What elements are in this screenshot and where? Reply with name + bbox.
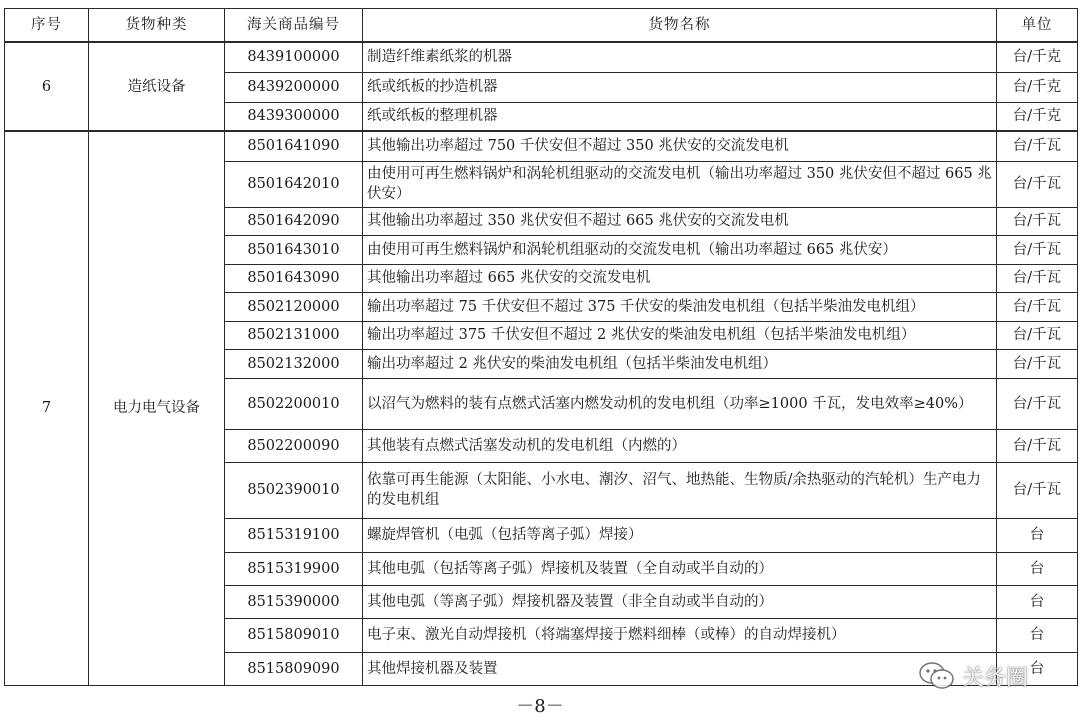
row-name: 电子束、激光自动焊接机（将端塞焊接于燃料细棒（或棒）的自动焊接机） [363, 618, 997, 652]
group-seq: 7 [5, 131, 89, 685]
row-unit: 台/千瓦 [997, 321, 1078, 349]
row-unit: 台/千瓦 [997, 207, 1078, 235]
row-code: 8502390010 [225, 462, 363, 518]
table-row [5, 42, 1078, 72]
row-unit: 台/千瓦 [997, 131, 1078, 161]
row-unit: 台 [997, 585, 1078, 618]
header-code: 海关商品编号 [225, 9, 363, 43]
row-code: 8502200090 [225, 429, 363, 462]
row-name: 纸或纸板的抄造机器 [363, 72, 997, 102]
row-code: 8501642090 [225, 207, 363, 235]
row-name: 制造纤维素纸浆的机器 [363, 42, 997, 72]
row-name: 由使用可再生燃料锅炉和涡轮机组驱动的交流发电机（输出功率超过 665 兆伏安） [363, 235, 997, 264]
row-name: 由使用可再生燃料锅炉和涡轮机组驱动的交流发电机（输出功率超过 350 兆伏安但不超过 665 兆伏安） [363, 161, 997, 207]
page-number: －8－ [516, 696, 564, 717]
row-code: 8502132000 [225, 349, 363, 378]
row-unit: 台/千克 [997, 42, 1078, 72]
row-code: 8515319900 [225, 552, 363, 585]
row-code: 8439200000 [225, 72, 363, 102]
header-name: 货物名称 [363, 9, 997, 43]
row-code: 8502131000 [225, 321, 363, 349]
row-name: 其他焊接机器及装置 [363, 652, 997, 685]
row-unit: 台 [997, 552, 1078, 585]
watermark-text: 关务圈 [962, 665, 1029, 691]
row-unit: 台/千瓦 [997, 378, 1078, 429]
header-seq: 序号 [5, 9, 89, 43]
row-code: 8439300000 [225, 102, 363, 131]
row-code: 8515809010 [225, 618, 363, 652]
row-name: 其他输出功率超过 750 千伏安但不超过 350 兆伏安的交流发电机 [363, 131, 997, 161]
group-seq: 6 [5, 42, 89, 131]
row-name: 纸或纸板的整理机器 [363, 102, 997, 131]
row-unit: 台/千克 [997, 102, 1078, 131]
group-category: 电力电气设备 [89, 131, 225, 685]
wechat-icon [918, 660, 956, 692]
row-code: 8439100000 [225, 42, 363, 72]
row-unit: 台/千瓦 [997, 292, 1078, 321]
row-code: 8501641090 [225, 131, 363, 161]
row-name: 其他输出功率超过 350 兆伏安但不超过 665 兆伏安的交流发电机 [363, 207, 997, 235]
row-name: 输出功率超过 75 千伏安但不超过 375 千伏安的柴油发电机组（包括半柴油发电机组） [363, 292, 997, 321]
row-unit: 台/千克 [997, 72, 1078, 102]
row-code: 8515809090 [225, 652, 363, 685]
row-name: 输出功率超过 2 兆伏安的柴油发电机组（包括半柴油发电机组） [363, 349, 997, 378]
goods-table [4, 8, 1078, 686]
row-unit: 台 [997, 652, 1078, 685]
watermark [918, 656, 1048, 696]
row-unit: 台 [997, 618, 1078, 652]
row-name: 以沼气为燃料的装有点燃式活塞内燃发动机的发电机组（功率≥1000 千瓦，发电效率≥40%） [363, 378, 997, 429]
row-unit: 台/千瓦 [997, 429, 1078, 462]
row-name: 依靠可再生能源（太阳能、小水电、潮汐、沼气、地热能、生物质/余热驱动的汽轮机）生产电力的发电机组 [363, 462, 997, 518]
row-code: 8501643010 [225, 235, 363, 264]
row-unit: 台/千瓦 [997, 264, 1078, 292]
header-category: 货物种类 [89, 9, 225, 43]
row-name: 其他装有点燃式活塞发动机的发电机组（内燃的） [363, 429, 997, 462]
row-unit: 台/千瓦 [997, 349, 1078, 378]
row-name: 其他电弧（等离子弧）焊接机器及装置（非全自动或半自动的） [363, 585, 997, 618]
header-row [5, 9, 1078, 43]
row-code: 8515319100 [225, 518, 363, 552]
table-row [5, 131, 1078, 161]
row-name: 输出功率超过 375 千伏安但不超过 2 兆伏安的柴油发电机组（包括半柴油发电机组） [363, 321, 997, 349]
row-unit: 台/千瓦 [997, 462, 1078, 518]
row-code: 8515390000 [225, 585, 363, 618]
row-code: 8501643090 [225, 264, 363, 292]
row-name: 其他电弧（包括等离子弧）焊接机及装置（全自动或半自动的） [363, 552, 997, 585]
row-unit: 台/千瓦 [997, 235, 1078, 264]
row-unit: 台/千瓦 [997, 161, 1078, 207]
row-name: 螺旋焊管机（电弧（包括等离子弧）焊接） [363, 518, 997, 552]
row-code: 8502120000 [225, 292, 363, 321]
row-code: 8501642010 [225, 161, 363, 207]
row-unit: 台 [997, 518, 1078, 552]
header-unit: 单位 [997, 9, 1078, 43]
group-category: 造纸设备 [89, 42, 225, 131]
row-code: 8502200010 [225, 378, 363, 429]
row-name: 其他输出功率超过 665 兆伏安的交流发电机 [363, 264, 997, 292]
